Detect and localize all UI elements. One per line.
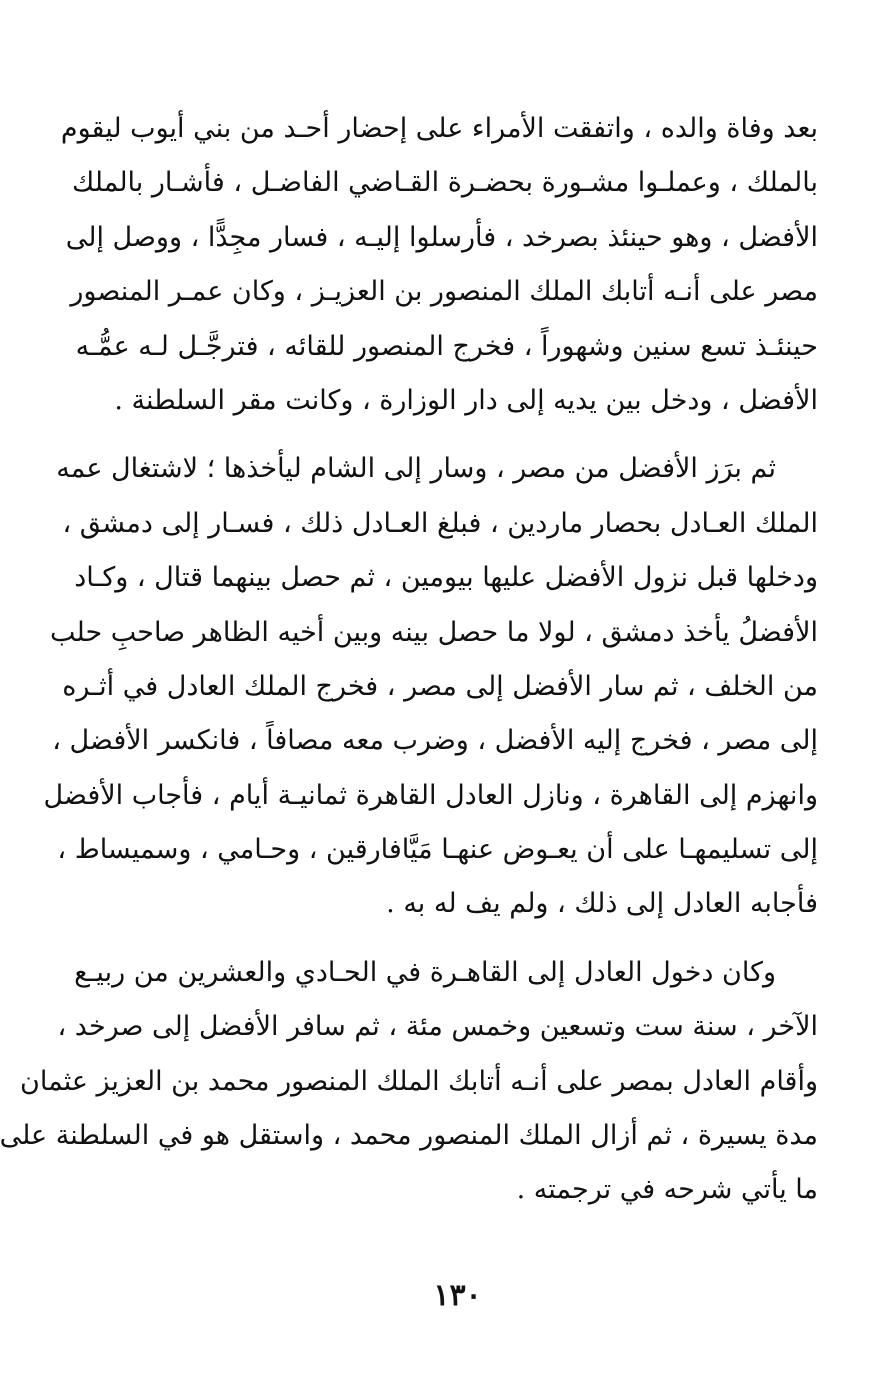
page-number: ١٣٠ xyxy=(433,1278,482,1313)
text-line: مدة يسيرة ، ثم أزال الملك المنصور محمد ، واستقل هو في السلطنة على xyxy=(0,1120,818,1152)
text-line: الأفضل ، ودخل بين يديه إلى دار الوزارة ، وكانت مقر السلطنة . xyxy=(114,384,818,416)
text-line: بالملك ، وعملـوا مشـورة بحضـرة القـاضي الفاضـل ، فأشـار بالملك xyxy=(72,167,818,199)
paragraph xyxy=(43,442,818,932)
text-line: ثم برَز الأفضل من مصر ، وسار إلى الشام ليأخذها ؛ لاشتغال عمه xyxy=(56,453,776,485)
body-text xyxy=(0,102,818,1218)
paragraph xyxy=(60,102,818,428)
text-line: من الخلف ، ثم سار الأفضل إلى مصر ، فخرج الملك العادل في أثـره xyxy=(62,670,818,702)
text-line: الآخر ، سنة ست وتسعين وخمس مئة ، ثم سافر الأفضل إلى صرخد ، xyxy=(57,1011,818,1043)
paragraph xyxy=(0,946,818,1218)
text-line: فأجابه العادل إلى ذلك ، ولم يف له به . xyxy=(386,888,818,920)
text-line: ودخلها قبل نزول الأفضل عليها بيومين ، ثم حصل بينهما قتال ، وكـاد xyxy=(74,562,818,594)
text-line: وكان دخول العادل إلى القاهـرة في الحـادي والعشرين من ربيـع xyxy=(74,956,776,988)
text-line: مصر على أنـه أتابك الملك المنصور بن العزيـز ، وكان عمـر المنصور xyxy=(70,276,818,308)
text-line: حينئـذ تسع سنين وشهوراً ، فخرج المنصور للقائه ، فترجَّـل لـه عمُّـه xyxy=(75,330,818,362)
text-line: الملك العـادل بحصار ماردين ، فبلغ العـادل ذلك ، فسـار إلى دمشق ، xyxy=(62,507,818,539)
text-line: إلى مصر ، فخرج إليه الأفضل ، وضرب معه مصافاً ، فانكسر الأفضل ، xyxy=(52,725,818,757)
text-line: بعد وفاة والده ، واتفقت الأمراء على إحضار أحـد من بني أيوب ليقوم xyxy=(60,113,818,144)
text-line: الأفضلُ يأخذ دمشق ، لولا ما حصل بينه وبين أخيه الظاهر صاحبِ حلب xyxy=(50,616,818,648)
text-line: إلى تسليمهـا على أن يعـوض عنهـا مَيَّافارقين ، وحـامي ، وسميساط ، xyxy=(57,834,818,866)
text-line: وأقام العادل بمصر على أنـه أتابك الملك المنصور محمد بن العزيز عثمان xyxy=(20,1065,818,1097)
text-line: وانهزم إلى القاهرة ، ونازل العادل القاهرة ثمانيـة أيام ، فأجاب الأفضل xyxy=(43,779,818,811)
text-line: الأفضل ، وهو حينئذ بصرخد ، فأرسلوا إليـه ، فسار مجِدًّا ، ووصل إلى xyxy=(65,221,818,253)
text-line: ما يأتي شرحه في ترجمته . xyxy=(516,1174,818,1206)
